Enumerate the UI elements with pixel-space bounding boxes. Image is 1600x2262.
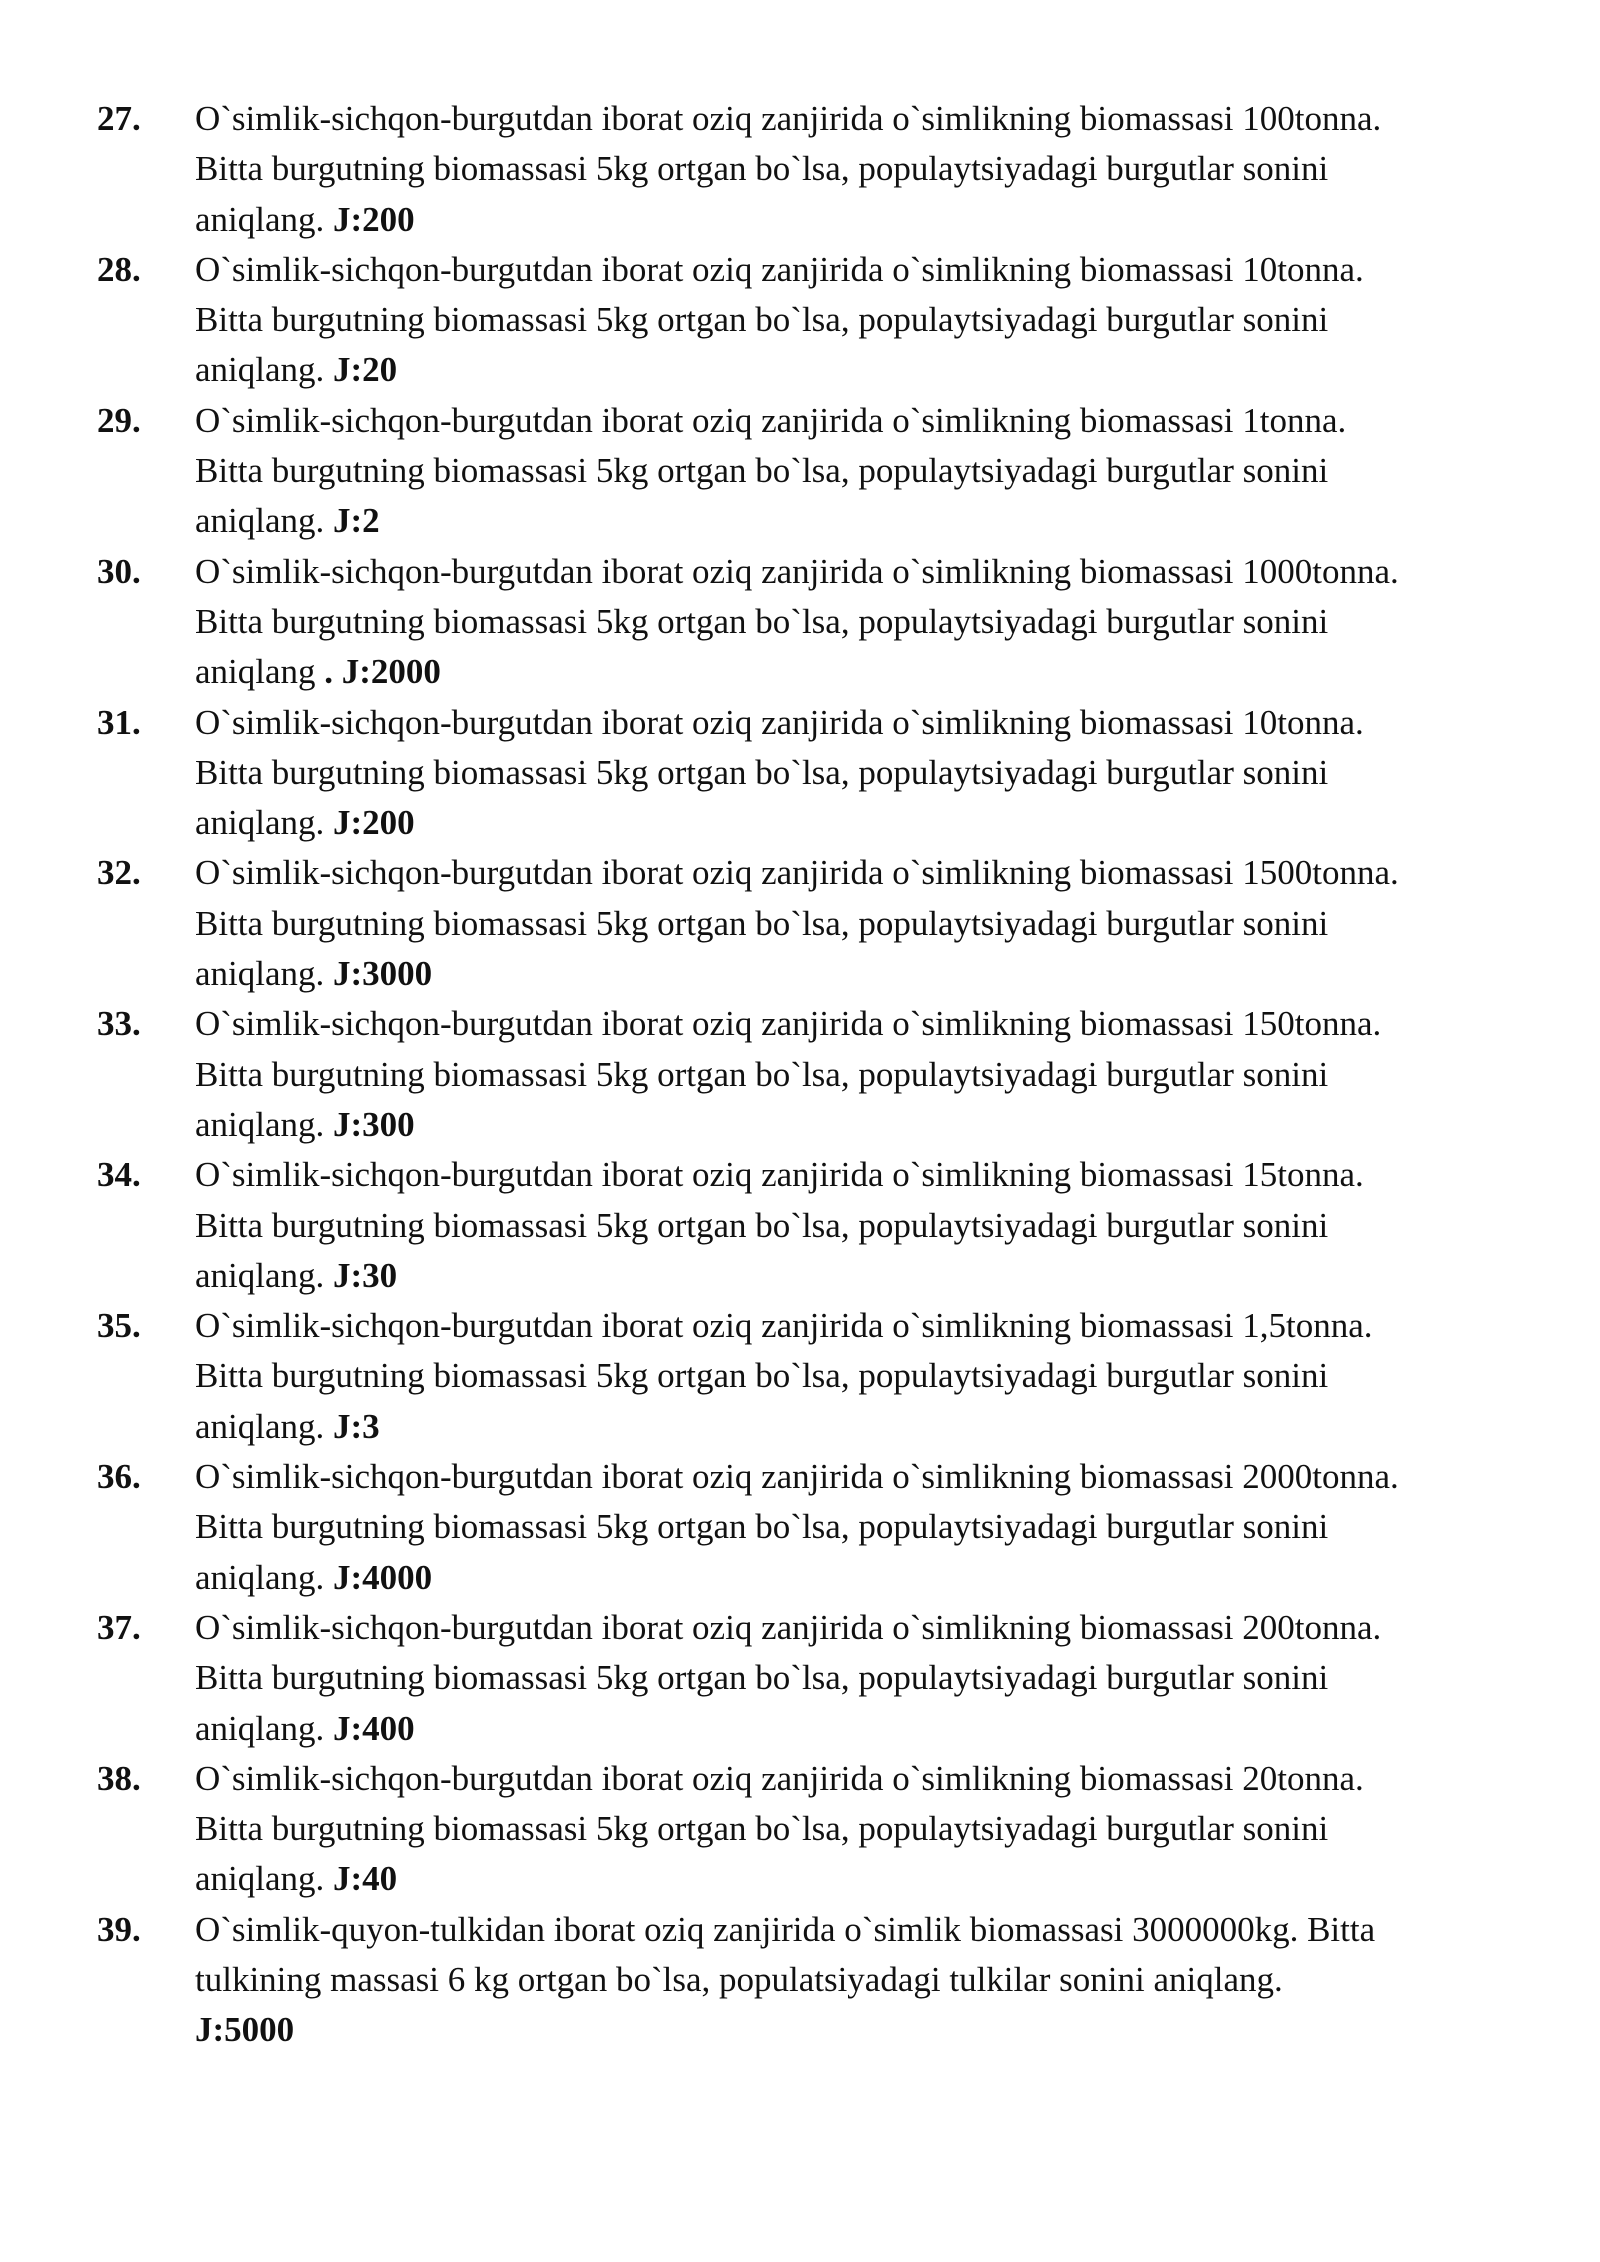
- question-line: [195, 1050, 1565, 1100]
- question-number: 32.: [97, 853, 141, 893]
- question-line-text: aniqlang.: [195, 1255, 325, 1295]
- question-line: [195, 1402, 1565, 1452]
- question-line: [195, 94, 1565, 144]
- question-number: 34.: [97, 1155, 141, 1195]
- question-number: 36.: [97, 1457, 141, 1497]
- question-number: 39.: [97, 1909, 141, 1949]
- question-text: [195, 245, 1565, 396]
- question-line: [195, 647, 1565, 697]
- question-line-text: O`simlik-sichqon-burgutdan iborat oziq zanjirida o`simlikning biomassasi 15tonna.: [195, 1155, 1364, 1195]
- question-line-text: aniqlang.: [195, 501, 325, 541]
- question-line: [195, 1854, 1565, 1904]
- question-line-text: O`simlik-sichqon-burgutdan iborat oziq zanjirida o`simlikning biomassasi 1tonna.: [195, 400, 1347, 440]
- question-line-text: O`simlik-quyon-tulkidan iborat oziq zanjirida o`simlik biomassasi 3000000kg. Bitta: [195, 1909, 1376, 1949]
- question-line: [195, 245, 1565, 295]
- question-number: 37.: [97, 1607, 141, 1647]
- question-line: [195, 1704, 1565, 1754]
- question-number: 28.: [97, 249, 141, 289]
- question-number: 27.: [97, 99, 141, 138]
- question-line: [195, 1100, 1565, 1150]
- question-number: 31.: [97, 702, 141, 742]
- question-number: 29.: [97, 400, 141, 440]
- question-item: [0, 1301, 1600, 1452]
- question-number: 35.: [97, 1306, 141, 1346]
- question-line: [195, 345, 1565, 395]
- question-line: [195, 1502, 1565, 1552]
- question-line: [195, 2005, 1565, 2055]
- question-line: [195, 999, 1565, 1049]
- question-line: [195, 899, 1565, 949]
- question-text: [195, 1301, 1565, 1452]
- question-line: [195, 1603, 1565, 1653]
- question-line: [195, 195, 1565, 245]
- question-line-text: aniqlang.: [195, 1859, 325, 1899]
- question-line-text: O`simlik-sichqon-burgutdan iborat oziq zanjirida o`simlikning biomassasi 10tonna.: [195, 702, 1364, 742]
- question-line: [195, 295, 1565, 345]
- question-text: [195, 1150, 1565, 1301]
- question-line-text: tulkining massasi 6 kg ortgan bo`lsa, populatsiyadagi tulkilar sonini aniqlang.: [195, 1959, 1283, 1999]
- answer-label: J:300: [333, 1104, 415, 1144]
- answer-label: J:40: [333, 1859, 398, 1899]
- question-line: [195, 1351, 1565, 1401]
- question-number: 30.: [97, 551, 141, 591]
- question-line-text: O`simlik-sichqon-burgutdan iborat oziq zanjirida o`simlikning biomassasi 10tonna.: [195, 249, 1364, 289]
- question-line-text: O`simlik-sichqon-burgutdan iborat oziq zanjirida o`simlikning biomassasi 1500tonna.: [195, 853, 1399, 893]
- question-line: [195, 144, 1565, 194]
- question-list: [0, 94, 1600, 2056]
- question-item: [0, 1754, 1600, 1905]
- question-line-text: O`simlik-sichqon-burgutdan iborat oziq zanjirida o`simlikning biomassasi 200tonna.: [195, 1607, 1382, 1647]
- question-line-text: Bitta burgutning biomassasi 5kg ortgan bo`lsa, populaytsiyadagi burgutlar sonini: [195, 1507, 1329, 1547]
- question-line: [195, 1804, 1565, 1854]
- answer-label: J:4000: [333, 1557, 433, 1597]
- answer-label: J:200: [333, 199, 415, 239]
- question-line-text: O`simlik-sichqon-burgutdan iborat oziq zanjirida o`simlikning biomassasi 1000tonna.: [195, 551, 1399, 591]
- question-line-text: Bitta burgutning biomassasi 5kg ortgan bo`lsa, populaytsiyadagi burgutlar sonini: [195, 1809, 1329, 1849]
- question-item: [0, 1905, 1600, 2056]
- question-line: [195, 597, 1565, 647]
- question-item: [0, 999, 1600, 1150]
- question-line: [195, 698, 1565, 748]
- question-line: [195, 496, 1565, 546]
- question-item: [0, 547, 1600, 698]
- question-line: [195, 1201, 1565, 1251]
- question-text: [195, 848, 1565, 999]
- question-line-text: aniqlang.: [195, 954, 325, 994]
- question-line: [195, 798, 1565, 848]
- question-line-text: aniqlang.: [195, 1104, 325, 1144]
- question-item: [0, 1603, 1600, 1754]
- question-line: [195, 848, 1565, 898]
- question-line: [195, 396, 1565, 446]
- question-line: [195, 1452, 1565, 1502]
- question-line-text: aniqlang: [195, 652, 316, 692]
- question-text: [195, 1603, 1565, 1754]
- question-text: [195, 547, 1565, 698]
- question-line: [195, 949, 1565, 999]
- question-text: [195, 999, 1565, 1150]
- question-line-text: O`simlik-sichqon-burgutdan iborat oziq zanjirida o`simlikning biomassasi 100tonna.: [195, 99, 1382, 138]
- question-line-text: aniqlang.: [195, 1708, 325, 1748]
- question-line: [195, 1251, 1565, 1301]
- question-text: [195, 698, 1565, 849]
- question-line: [195, 446, 1565, 496]
- question-line-text: aniqlang.: [195, 199, 325, 239]
- question-line-text: Bitta burgutning biomassasi 5kg ortgan bo`lsa, populaytsiyadagi burgutlar sonini: [195, 1054, 1329, 1094]
- question-number: 33.: [97, 1004, 141, 1044]
- question-item: [0, 698, 1600, 849]
- answer-label: J:20: [333, 350, 398, 390]
- question-line-text: O`simlik-sichqon-burgutdan iborat oziq zanjirida o`simlikning biomassasi 1,5tonna.: [195, 1306, 1373, 1346]
- question-line-text: Bitta burgutning biomassasi 5kg ortgan bo`lsa, populaytsiyadagi burgutlar sonini: [195, 149, 1329, 189]
- question-line: [195, 547, 1565, 597]
- question-item: [0, 245, 1600, 396]
- answer-label: J:2: [333, 501, 380, 541]
- answer-label: J:400: [333, 1708, 415, 1748]
- question-line-text: aniqlang.: [195, 350, 325, 390]
- question-line-text: Bitta burgutning biomassasi 5kg ortgan bo`lsa, populaytsiyadagi burgutlar sonini: [195, 451, 1329, 491]
- question-line-text: aniqlang.: [195, 1557, 325, 1597]
- question-line-text: Bitta burgutning biomassasi 5kg ortgan bo`lsa, populaytsiyadagi burgutlar sonini: [195, 752, 1329, 792]
- question-item: [0, 1452, 1600, 1603]
- question-line: [195, 1301, 1565, 1351]
- question-line-text: Bitta burgutning biomassasi 5kg ortgan bo`lsa, populaytsiyadagi burgutlar sonini: [195, 1356, 1329, 1396]
- question-number: 38.: [97, 1758, 141, 1798]
- question-line: [195, 1905, 1565, 1955]
- question-text: [195, 1452, 1565, 1603]
- question-item: [0, 396, 1600, 547]
- answer-label: J:3: [333, 1406, 380, 1446]
- question-line-text: O`simlik-sichqon-burgutdan iborat oziq zanjirida o`simlikning biomassasi 150tonna.: [195, 1004, 1382, 1044]
- question-text: [195, 396, 1565, 547]
- answer-label: . J:2000: [324, 652, 441, 692]
- question-line: [195, 748, 1565, 798]
- answer-label: J:3000: [333, 954, 433, 994]
- question-item: [0, 94, 1600, 245]
- question-line: [195, 1553, 1565, 1603]
- question-item: [0, 848, 1600, 999]
- answer-label: J:200: [333, 803, 415, 843]
- answer-label: J:5000: [195, 2010, 295, 2050]
- question-text: [195, 94, 1565, 245]
- question-line-text: Bitta burgutning biomassasi 5kg ortgan bo`lsa, populaytsiyadagi burgutlar sonini: [195, 601, 1329, 641]
- question-line-text: aniqlang.: [195, 803, 325, 843]
- question-line-text: aniqlang.: [195, 1406, 325, 1446]
- question-line-text: O`simlik-sichqon-burgutdan iborat oziq zanjirida o`simlikning biomassasi 20tonna.: [195, 1758, 1364, 1798]
- question-line: [195, 1150, 1565, 1200]
- answer-label: J:30: [333, 1255, 398, 1295]
- question-line-text: Bitta burgutning biomassasi 5kg ortgan bo`lsa, populaytsiyadagi burgutlar sonini: [195, 1658, 1329, 1698]
- question-line: [195, 1653, 1565, 1703]
- question-line-text: Bitta burgutning biomassasi 5kg ortgan bo`lsa, populaytsiyadagi burgutlar sonini: [195, 300, 1329, 340]
- question-line: [195, 1754, 1565, 1804]
- question-line-text: Bitta burgutning biomassasi 5kg ortgan bo`lsa, populaytsiyadagi burgutlar sonini: [195, 1205, 1329, 1245]
- question-item: [0, 1150, 1600, 1301]
- question-line: [195, 1955, 1565, 2005]
- question-text: [195, 1754, 1565, 1905]
- question-line-text: O`simlik-sichqon-burgutdan iborat oziq zanjirida o`simlikning biomassasi 2000tonna.: [195, 1457, 1399, 1497]
- question-line-text: Bitta burgutning biomassasi 5kg ortgan bo`lsa, populaytsiyadagi burgutlar sonini: [195, 903, 1329, 943]
- question-text: [195, 1905, 1565, 2056]
